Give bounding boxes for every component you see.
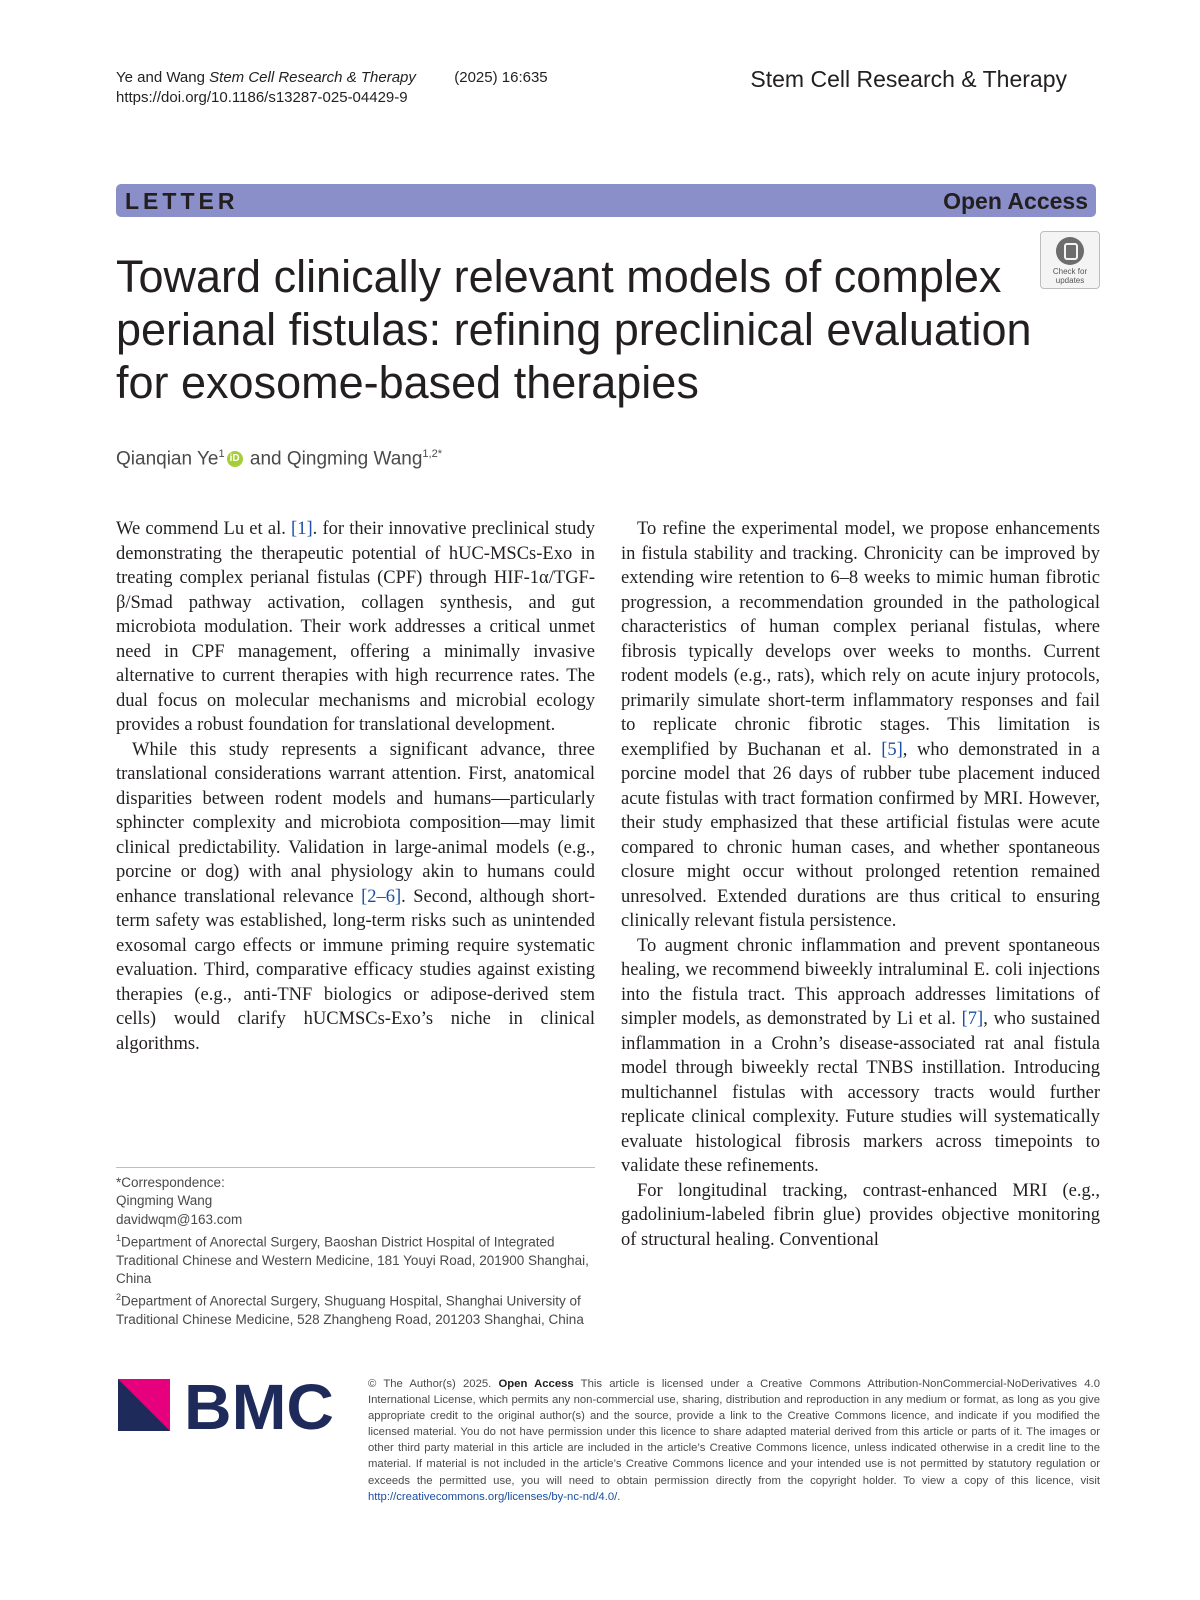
header-year-volume: (2025) 16:635 — [454, 69, 548, 86]
affiliation-1: $^1$Department of Anorectal Surgery, Baoshan District Hospital of Integrated Traditional Chinese and Western Medicine, 181 Youyi Road, 201900 Shanghai, China — [116, 1232, 589, 1286]
author-list: Qianqian Ye$^1$ iD and Qingming Wang$^{1,2*}$ — [116, 448, 442, 470]
open-access-label: Open Access — [943, 188, 1088, 214]
paragraph: To augment chronic inflammation and prevent spontaneous healing, we recommend biweekly intraluminal E. coli injections into the fistula tract. This approach addresses limitations of simpler models, as demonstrated by Li et al. [7], who sustained inflammation in a Crohn’s disease-associated rat anal fistula model through biweekly rectal TNBS instillation. Introducing multichannel fistulas with accessory tracts would further replicate clinical complexity. Future studies will systematically evaluate histological fibrosis markers across timepoints to validate these refinements. — [621, 935, 1100, 1176]
body-column-left — [116, 517, 595, 1056]
orcid-icon[interactable]: iD — [227, 451, 243, 467]
correspondence-label: *Correspondence: — [116, 1175, 225, 1190]
paragraph: To refine the experimental model, we propose enhancements in fistula stability and tracking. Chronicity can be improved by extending wire retention to 6–8 weeks to mimic human fibrotic progression, a recommendation grounded in the pathological characteristics of human complex perianal fistulas, where fibrosis typically develops over weeks to months. Current rodent models (e.g., rats), which rely on acute injury protocols, primarily simulate short-term inflammatory responses and fail to replicate chronic fibrotic stages. This limitation is exemplified by Buchanan et al. [5], who demonstrated in a porcine model that 26 days of rubber tube placement induced acute fistulas with tract formation confirmed by MRI. However, their study emphasized that these artificial fistulas were acute compared to chronic human cases, and whether spontaneous closure might occur without prolonged retention remained unresolved. Extended durations are thus critical to ensuring clinically relevant fistula persistence. — [621, 519, 1100, 931]
header-authors: Ye and Wang — [116, 69, 205, 86]
correspondence-name: Qingming Wang — [116, 1193, 213, 1209]
paragraph: While this study represents a significant advance, three translational considerations warrant attention. First, anatomical disparities between rodent models and humans—particularly sphincter complexity and microbiota composition—may limit clinical predictability. Validation in large-animal models (e.g., porcine or dog) with anal physiology akin to humans could enhance translational relevance [2–6]. Second, although short-term safety was established, long-term risks such as unintended exosomal cargo effects or immune priming require systematic evaluation. Third, comparative efficacy studies against existing therapies (e.g., anti-TNF biologics or adipose-derived stem cells) would clarify hUCMSCs-Exo’s niche in clinical algorithms. — [116, 739, 595, 1054]
open-access-bold: Open Access — [498, 1378, 574, 1390]
article-title: Toward clinically relevant models of complex perianal fistulas: refining preclinical evaluation for exosome-based therapies — [116, 251, 1032, 408]
license-statement: © The Author(s) 2025. Open Access This article is licensed under a Creative Commons Attribution-NonCommercial-NoDerivatives 4.0 International License, which permits any non-commercial use, sharing, distribution and reproduction in any medium or format, as long as you give appropriate credit to the original author(s) and the source, provide a link to the Creative Commons licence, and indicate if you modified the licensed material. You do not have permission under this licence to share adapted material derived from this article or parts of it. The images or other third party material in this article are included in the article’s Creative Commons licence, unless indicated otherwise in a credit line to the material. If material is not included in the article’s Creative Commons licence and your intended use is not permitted by statutory regulation or exceeds the permitted use, you will need to obtain permission directly from the copyright holder. To view a copy of this licence, visit http://creativecommons.org/licenses/by-nc-nd/4.0/. — [368, 1378, 1100, 1503]
article-type: LETTER — [125, 188, 239, 214]
author-name: and Qingming Wang — [244, 448, 423, 470]
bookmark-icon — [1056, 237, 1084, 265]
license-link[interactable]: http://creativecommons.org/licenses/by-nc-nd/4.0/ — [368, 1490, 618, 1503]
body-column-right — [621, 517, 1100, 1252]
correspondence-email[interactable]: davidwqm@163.com — [116, 1211, 243, 1227]
article-type-band — [116, 184, 1096, 217]
citation-link[interactable]: [5] — [881, 739, 903, 760]
footnotes — [116, 1174, 595, 1329]
doi-link[interactable]: https://doi.org/10.1186/s13287-025-04429-9 — [116, 89, 408, 106]
author-name: Qianqian Ye — [116, 448, 219, 470]
footnote-divider — [116, 1167, 595, 1168]
bmc-logo — [118, 1375, 338, 1435]
citation-link[interactable]: [7] — [961, 1009, 984, 1029]
affiliation-2: $^2$Department of Anorectal Surgery, Shuguang Hospital, Shanghai University of Traditional Chinese Medicine, 528 Zhangheng Road, 201203 Shanghai, China — [116, 1292, 584, 1328]
journal-name: Stem Cell Research & Therapy — [750, 66, 1067, 92]
citation-link[interactable]: [1] — [291, 519, 313, 539]
check-for-updates-button[interactable]: Check for updates — [1040, 231, 1100, 289]
running-header — [116, 68, 548, 88]
paragraph: For longitudinal tracking, contrast-enhanced MRI (e.g., gadolinium-labeled fibrin glue) provides objective monitoring of structural healing. Conventional — [621, 1180, 1100, 1250]
citation-link[interactable]: [2–6] — [361, 886, 402, 907]
header-journal: Stem Cell Research & Therapy — [209, 69, 416, 86]
bmc-logo-text: BMC — [184, 1375, 334, 1435]
paragraph: We commend Lu et al. [1]. for their innovative preclinical study demonstrating the therapeutic potential of hUC-MSCs-Exo in treating complex perianal fistulas (CPF) through HIF-1α/TGF-β/Smad pathway activation, collagen synthesis, and gut microbiota modulation. Their work addresses a critical unmet need in CPF management, offering a minimally invasive alternative to current therapies with high recurrence rates. The dual focus on molecular mechanisms and microbial ecology provides a robust foundation for translational development. — [116, 519, 595, 735]
